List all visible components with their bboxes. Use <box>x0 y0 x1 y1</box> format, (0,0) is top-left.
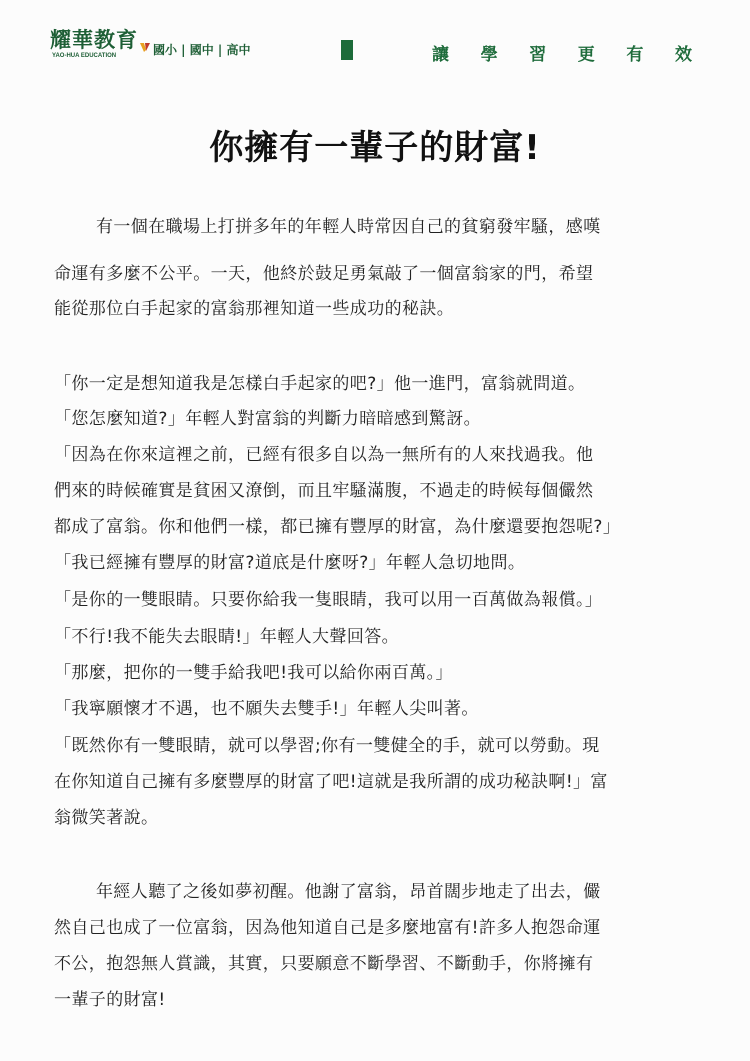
slogan <box>432 40 692 65</box>
text-line: 「因為在你來這裡之前，已經有很多自以為一無所有的人來找過我。他 <box>54 445 594 465</box>
text-line: 年經人聽了之後如夢初醒。他謝了富翁，昂首闊步地走了出去，儼 <box>96 882 601 902</box>
school-levels: 國小 | 國中 | 高中 <box>153 43 251 57</box>
text-line: 「你一定是想知道我是怎樣白手起家的吧?」他一進門，富翁就問道。 <box>54 374 586 394</box>
header-accent-bar <box>341 40 353 60</box>
text-line: 有一個在職場上打拼多年的年輕人時常因自己的貧窮發牢騷，感嘆 <box>96 217 601 237</box>
text-line: 都成了富翁。你和他們一樣，都已擁有豐厚的財富，為什麼還要抱怨呢?」 <box>54 517 621 537</box>
text-line: 然自己也成了一位富翁，因為他知道自己是多麼地富有!許多人抱怨命運 <box>54 918 601 938</box>
page-header <box>0 0 750 80</box>
text-line: 在你知道自己擁有多麼豐厚的財富了吧!這就是我所謂的成功秘訣啊!」富 <box>54 772 608 792</box>
text-line: 不公，抱怨無人賞識，其實，只要願意不斷學習、不斷動手，你將擁有 <box>54 954 594 974</box>
slogan-char: 有 <box>626 45 644 65</box>
slogan-char: 學 <box>480 45 498 65</box>
text-line: 「那麼，把你的一雙手給我吧!我可以給你兩百萬。」 <box>54 663 453 683</box>
text-line: 「我已經擁有豐厚的財富?道底是什麼呀?」年輕人急切地問。 <box>54 553 526 573</box>
text-line: 能從那位白手起家的富翁那裡知道一些成功的秘訣。 <box>54 299 455 319</box>
brand-logo <box>50 24 280 64</box>
logo-subtitle: YAO-HUA EDUCATION <box>52 53 117 59</box>
text-line: 們來的時候確實是貧困又潦倒，而且牢騷滿腹，不過走的時候每個儼然 <box>54 481 594 501</box>
slogan-char: 效 <box>674 45 692 65</box>
slogan-char: 習 <box>529 45 547 65</box>
text-line: 命運有多麼不公平。一天，他終於鼓足勇氣敲了一個富翁家的門，希望 <box>54 264 594 284</box>
text-line: 「您怎麼知道?」年輕人對富翁的判斷力暗暗感到驚訝。 <box>54 409 482 429</box>
slogan-char: 更 <box>577 45 595 65</box>
page-title: 你擁有一輩子的財富! <box>209 128 541 168</box>
text-line: 「既然你有一雙眼睛，就可以學習;你有一雙健全的手，就可以勞動。現 <box>54 736 600 756</box>
text-line: 一輩子的財富! <box>54 990 166 1010</box>
text-line: 「不行!我不能失去眼睛!」年輕人大聲回答。 <box>54 627 400 647</box>
text-line: 「我寧願懷才不遇，也不願失去雙手!」年輕人尖叫著。 <box>54 699 479 719</box>
text-line: 「是你的一雙眼睛。只要你給我一隻眼睛，我可以用一百萬做為報償。」 <box>54 590 603 610</box>
logo-title: 耀華教育 <box>50 27 138 52</box>
slogan-char: 讓 <box>432 45 449 65</box>
logo-mark-icon <box>140 42 150 52</box>
text-line: 翁微笑著說。 <box>54 808 159 828</box>
